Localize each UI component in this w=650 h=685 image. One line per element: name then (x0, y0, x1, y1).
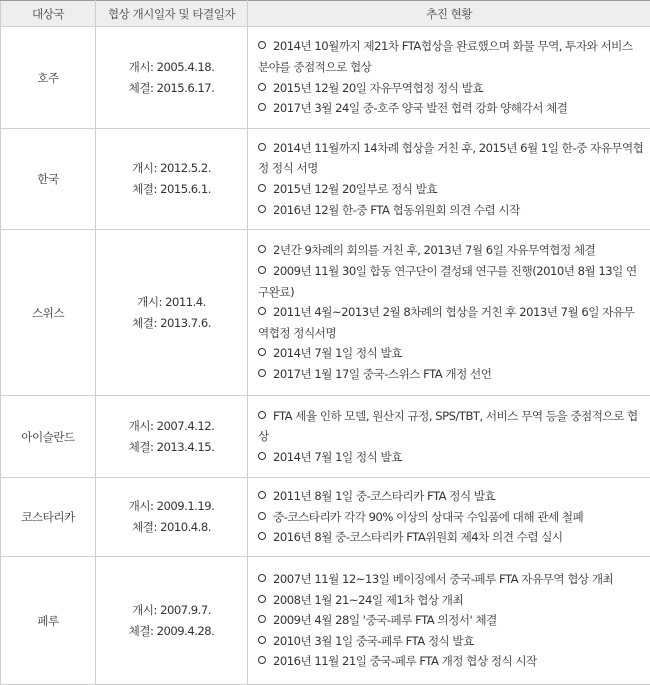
circle-bullet-icon (258, 307, 266, 315)
circle-bullet-icon (258, 615, 266, 623)
start-date: 개시: 2011.4. (98, 292, 245, 313)
dates-cell (96, 27, 248, 129)
circle-bullet-icon (258, 41, 266, 49)
list-item-text: 2017년 3월 24일 중-호주 양국 발전 협력 강화 양해각서 체결 (273, 101, 567, 115)
circle-bullet-icon (258, 369, 266, 377)
list-item (258, 447, 644, 468)
dates-cell (96, 557, 248, 685)
table-row (1, 27, 650, 129)
list-item (258, 98, 644, 119)
circle-bullet-icon (258, 636, 266, 644)
header-country: 대상국 (1, 1, 96, 27)
list-item-text: 2009년 4월 28일 '중국-페루 FTA 의정서' 체결 (273, 613, 497, 627)
progress-cell (248, 27, 650, 129)
list-item (258, 240, 644, 261)
conclusion-date: 체결: 2013.7.6. (98, 313, 245, 334)
list-item (258, 261, 644, 302)
list-item-text: 2007년 11월 12~13일 베이징에서 중국-페루 FTA 자유무역 협상 개최 (273, 572, 613, 586)
table-row (1, 478, 650, 557)
list-item (258, 610, 644, 631)
start-date: 개시: 2007.4.12. (98, 416, 245, 437)
list-item-text: 2010년 3월 1일 중국-페루 FTA 정식 발효 (273, 634, 474, 648)
header-progress: 추진 현황 (248, 1, 650, 27)
country-cell: 한국 (1, 129, 96, 230)
table-row (1, 396, 650, 478)
list-item-text: FTA 세율 인하 모델, 원산지 규정, SPS/TBT, 서비스 무역 등을 중점적으로 협상 (258, 409, 638, 444)
conclusion-date: 체결: 2015.6.1. (98, 179, 245, 200)
list-item-text: 2016년 8월 중-코스타리카 FTA위원회 제4차 의견 수렴 실시 (273, 530, 563, 544)
dates-cell (96, 129, 248, 230)
list-item-text: 2016년 12월 한-중 FTA 협동위원회 의견 수렴 시작 (273, 203, 520, 217)
list-item-text: 2014년 7월 1일 정식 발효 (273, 346, 402, 360)
start-date: 개시: 2005.4.18. (98, 57, 245, 78)
list-item-text: 2011년 4월~2013년 2월 8차례의 협상을 거친 후 2013년 7월 6일 자유무역협정 정식서명 (258, 305, 634, 340)
list-item (258, 179, 644, 200)
circle-bullet-icon (258, 574, 266, 582)
list-item (258, 200, 644, 221)
circle-bullet-icon (258, 184, 266, 192)
dates-cell (96, 396, 248, 478)
list-item-text: 2015년 12월 20일부로 정식 발효 (273, 182, 437, 196)
dates-cell (96, 478, 248, 557)
country-cell: 페루 (1, 557, 96, 685)
list-item-text: 2014년 11월까지 14차례 협상을 거친 후, 2015년 6월 1일 한-중 자유무역협정 정식 서명 (258, 141, 643, 176)
list-item-text: 중-코스타리카 각각 90% 이상의 상대국 수입품에 대해 관세 철폐 (273, 510, 583, 524)
list-item (258, 486, 644, 507)
list-item (258, 631, 644, 652)
list-item-text: 2016년 11월 21일 중국-페루 FTA 개정 협상 정식 시작 (273, 654, 537, 668)
country-cell: 스위스 (1, 230, 96, 396)
list-item (258, 343, 644, 364)
list-item (258, 364, 644, 385)
list-item (258, 527, 644, 548)
progress-cell (248, 557, 650, 685)
list-item (258, 138, 644, 179)
progress-cell (248, 478, 650, 557)
header-dates: 협상 개시일자 및 타결일자 (96, 1, 248, 27)
list-item-text: 2008년 1월 21~24일 제1차 협상 개최 (273, 593, 463, 607)
circle-bullet-icon (258, 595, 266, 603)
list-item (258, 406, 644, 447)
start-date: 개시: 2012.5.2. (98, 158, 245, 179)
conclusion-date: 체결: 2010.4.8. (98, 517, 245, 538)
country-cell: 호주 (1, 27, 96, 129)
progress-cell (248, 230, 650, 396)
table-header-row (1, 1, 650, 27)
start-date: 개시: 2007.9.7. (98, 600, 245, 621)
list-item (258, 507, 644, 528)
country-cell: 아이슬란드 (1, 396, 96, 478)
circle-bullet-icon (258, 348, 266, 356)
list-item (258, 36, 644, 77)
dates-cell (96, 230, 248, 396)
list-item (258, 569, 644, 590)
circle-bullet-icon (258, 411, 266, 419)
conclusion-date: 체결: 2009.4.28. (98, 621, 245, 642)
circle-bullet-icon (258, 491, 266, 499)
table-row (1, 230, 650, 396)
list-item-text: 2015년 12월 20일 자유무역협정 정식 발효 (273, 81, 483, 95)
list-item-text: 2014년 7월 1일 정식 발효 (273, 450, 402, 464)
circle-bullet-icon (258, 205, 266, 213)
list-item-text: 2017년 1월 17일 중국-스위스 FTA 개정 선언 (273, 367, 491, 381)
conclusion-date: 체결: 2013.4.15. (98, 437, 245, 458)
circle-bullet-icon (258, 83, 266, 91)
list-item-text: 2년간 9차례의 회의를 거친 후, 2013년 7월 6일 자유무역협정 체결 (273, 243, 595, 257)
list-item (258, 590, 644, 611)
circle-bullet-icon (258, 245, 266, 253)
circle-bullet-icon (258, 143, 266, 151)
list-item (258, 78, 644, 99)
country-cell: 코스타리카 (1, 478, 96, 557)
list-item-text: 2014년 10월까지 제21차 FTA협상을 완료했으며 화물 무역, 투자와 서비스 분야를 중점적으로 협상 (258, 39, 633, 74)
list-item-text: 2011년 8월 1일 중-코스타리카 FTA 정식 발효 (273, 489, 495, 503)
table-row (1, 129, 650, 230)
progress-cell (248, 129, 650, 230)
start-date: 개시: 2009.1.19. (98, 496, 245, 517)
table-body (1, 27, 650, 685)
list-item (258, 302, 644, 343)
circle-bullet-icon (258, 512, 266, 520)
list-item-text: 2009년 11월 30일 합동 연구단이 결성돼 연구를 진행(2010년 8월 13일 연구완료) (258, 264, 637, 299)
circle-bullet-icon (258, 656, 266, 664)
list-item (258, 651, 644, 672)
conclusion-date: 체결: 2015.6.17. (98, 78, 245, 99)
table-row (1, 557, 650, 685)
circle-bullet-icon (258, 103, 266, 111)
circle-bullet-icon (258, 266, 266, 274)
circle-bullet-icon (258, 532, 266, 540)
progress-cell (248, 396, 650, 478)
circle-bullet-icon (258, 452, 266, 460)
